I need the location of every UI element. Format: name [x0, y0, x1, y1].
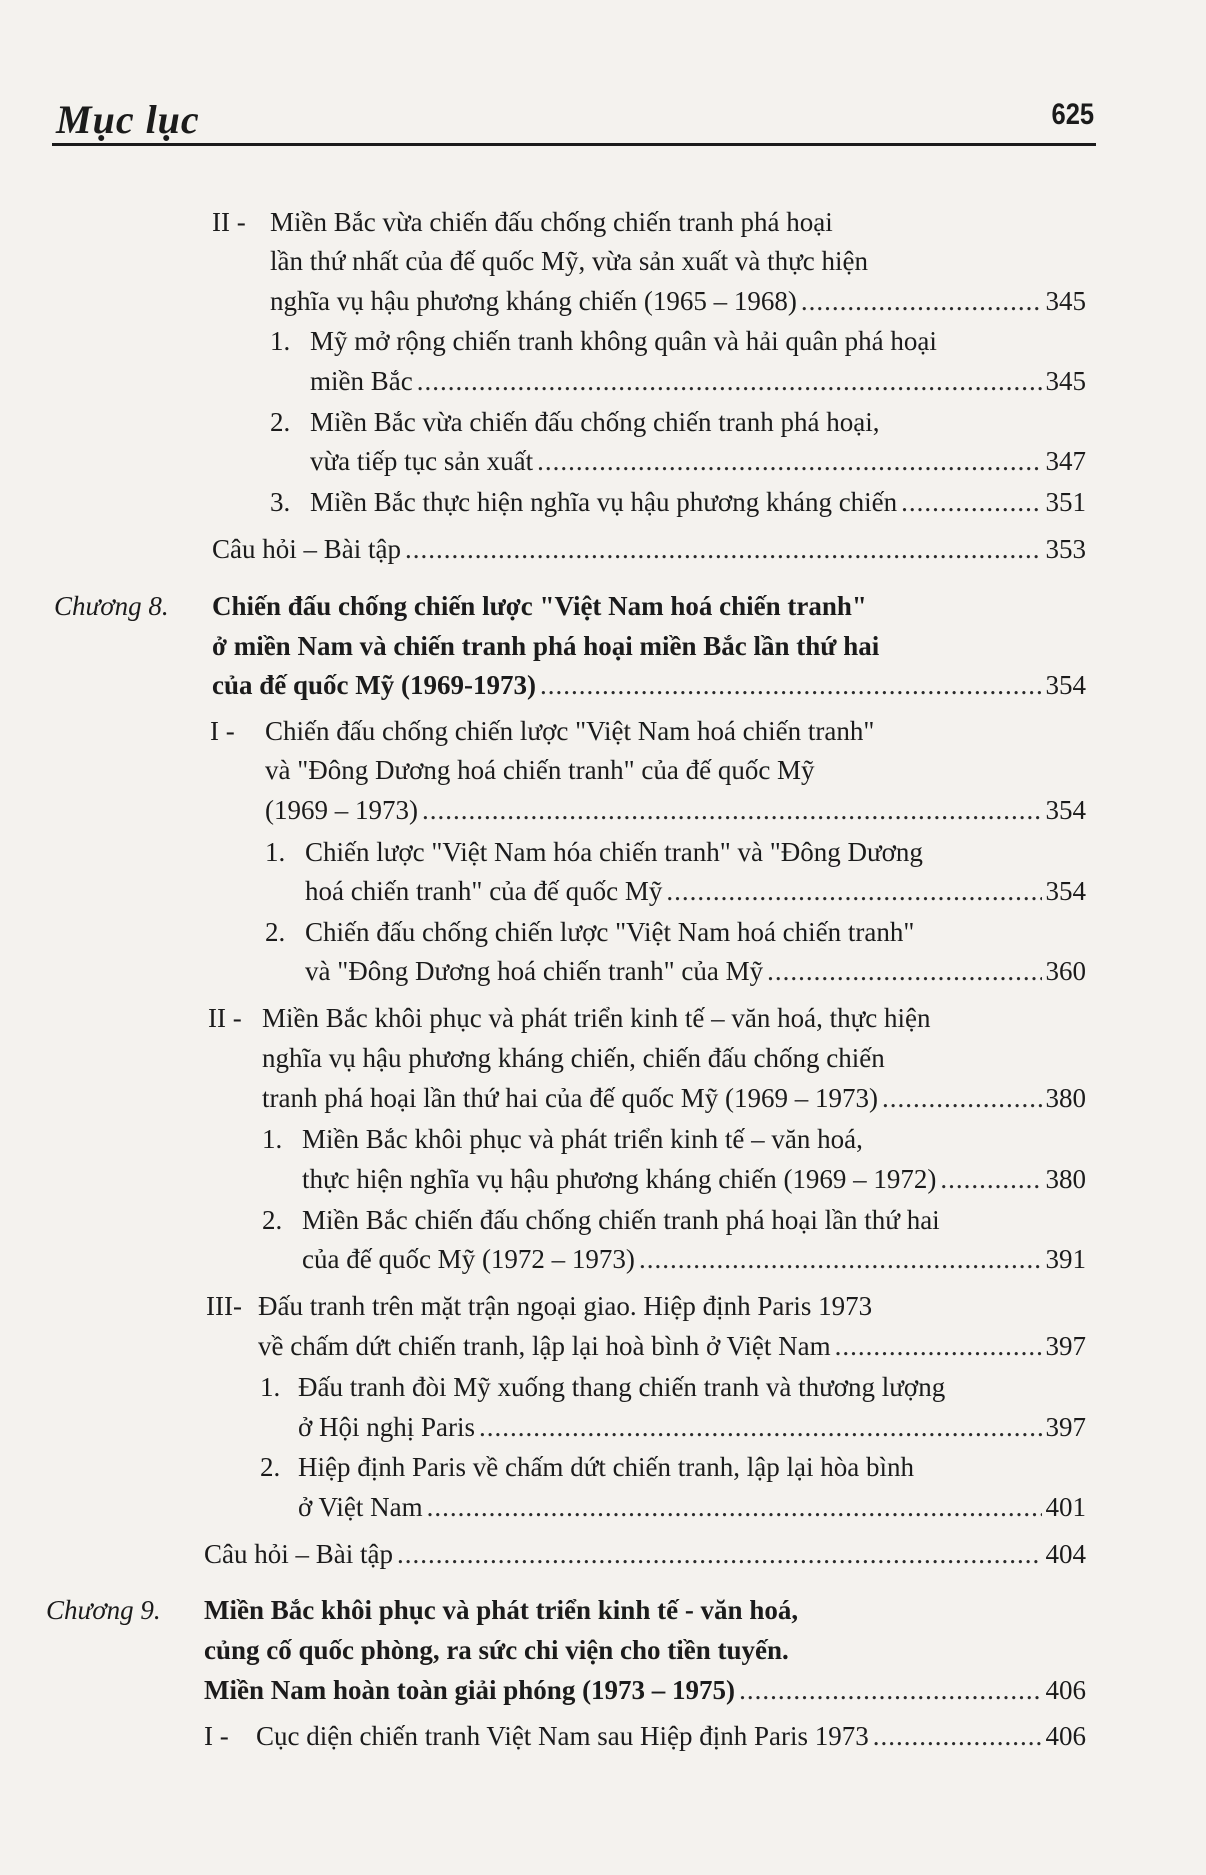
chapter-title-line: củng cố quốc phòng, ra sức chi viện cho tiền tuyến. [204, 1635, 789, 1665]
toc-entry-row[interactable] [270, 283, 1086, 319]
entry-label: 1. [265, 837, 286, 867]
dot-leader [397, 1536, 1042, 1572]
entry-title: về chấm dứt chiến tranh, lập lại hoà bình ở Việt Nam [258, 1331, 831, 1361]
entry-page: 406 [1045, 1721, 1086, 1751]
dot-leader [639, 1241, 1042, 1277]
chapter-title-line: Miền Bắc khôi phục và phát triển kinh tế - văn hoá, [204, 1595, 799, 1625]
dot-leader [940, 1161, 1041, 1197]
toc-entry-row[interactable] [256, 1718, 1086, 1754]
entry-page: 351 [1045, 487, 1086, 517]
entry-label: 1. [260, 1372, 281, 1402]
entry-title: Miền Nam hoàn toàn giải phóng (1973 – 1975) [204, 1675, 736, 1705]
entry-title: tranh phá hoại lần thứ hai của đế quốc Mỹ (1969 – 1973) [262, 1083, 878, 1113]
entry-title: Cục diện chiến tranh Việt Nam sau Hiệp định Paris 1973 [256, 1721, 869, 1751]
toc-entry-row[interactable] [258, 1328, 1086, 1364]
toc-entry-row[interactable] [204, 1672, 1086, 1708]
entry-label: I - [204, 1721, 229, 1751]
toc-entry-row[interactable] [298, 1489, 1086, 1525]
entry-line: Miền Bắc khôi phục và phát triển kinh tế – văn hoá, [302, 1124, 863, 1154]
dot-leader [422, 792, 1042, 828]
entry-title: Câu hỏi – Bài tập [204, 1539, 393, 1569]
entry-label: 3. [270, 487, 291, 517]
dot-leader [901, 484, 1041, 520]
entry-page: 354 [1045, 876, 1086, 906]
entry-page: 345 [1045, 366, 1086, 396]
dot-leader [835, 1328, 1042, 1364]
toc-entry-row[interactable] [305, 953, 1086, 989]
entry-page: 354 [1045, 670, 1086, 700]
entry-label: 2. [260, 1452, 281, 1482]
entry-title: (1969 – 1973) [265, 795, 418, 825]
toc-entry-row[interactable] [310, 484, 1086, 520]
entry-title: hoá chiến tranh" của đế quốc Mỹ [305, 876, 663, 906]
entry-page: 406 [1045, 1675, 1086, 1705]
entry-title: nghĩa vụ hậu phương kháng chiến (1965 – 1968) [270, 286, 797, 316]
entry-page: 353 [1045, 534, 1086, 564]
entry-label: 2. [270, 407, 291, 437]
entry-label: II - [208, 1003, 242, 1033]
dot-leader [537, 443, 1041, 479]
entry-line: Hiệp định Paris về chấm dứt chiến tranh, lập lại hòa bình [298, 1452, 914, 1482]
entry-label: I - [210, 716, 235, 746]
entry-label: III- [206, 1291, 242, 1321]
entry-page: 391 [1045, 1244, 1086, 1274]
entry-line: Miền Bắc chiến đấu chống chiến tranh phá hoại lần thứ hai [302, 1205, 940, 1235]
toc-entry-row[interactable] [204, 1536, 1086, 1572]
entry-title: ở Hội nghị Paris [298, 1412, 476, 1442]
entry-line: Chiến đấu chống chiến lược "Việt Nam hoá chiến tranh" [265, 716, 875, 746]
entry-title: vừa tiếp tục sản xuất [310, 446, 534, 476]
chapter-title-line: Chiến đấu chống chiến lược "Việt Nam hoá chiến tranh" [212, 591, 867, 621]
dot-leader [739, 1672, 1041, 1708]
entry-page: 380 [1045, 1083, 1086, 1113]
entry-label: 1. [270, 326, 291, 356]
entry-line: Chiến lược "Việt Nam hóa chiến tranh" và "Đông Dương [305, 837, 923, 867]
entry-page: 404 [1045, 1539, 1086, 1569]
toc-entry-row[interactable] [298, 1409, 1086, 1445]
toc-entry-row[interactable] [262, 1080, 1086, 1116]
entry-page: 347 [1045, 446, 1086, 476]
page-header [52, 92, 1096, 146]
toc-entry-row[interactable] [212, 531, 1086, 567]
entry-title: và "Đông Dương hoá chiến tranh" của Mỹ [305, 956, 764, 986]
entry-line: nghĩa vụ hậu phương kháng chiến, chiến đấu chống chiến [262, 1043, 885, 1073]
entry-label: 1. [262, 1124, 283, 1154]
dot-leader [801, 283, 1042, 319]
dot-leader [405, 531, 1042, 567]
dot-leader [873, 1718, 1042, 1754]
entry-page: 345 [1045, 286, 1086, 316]
entry-label: 2. [265, 917, 286, 947]
dot-leader [882, 1080, 1042, 1116]
dot-leader [767, 953, 1041, 989]
entry-line: Miền Bắc khôi phục và phát triển kinh tế – văn hoá, thực hiện [262, 1003, 931, 1033]
header-title: Mục lục [56, 97, 200, 142]
entry-title: ở Việt Nam [298, 1492, 423, 1522]
dot-leader [417, 363, 1042, 399]
entry-title: Miền Bắc thực hiện nghĩa vụ hậu phương kháng chiến [310, 487, 898, 517]
entry-page: 380 [1045, 1164, 1086, 1194]
entry-line: Miền Bắc vừa chiến đấu chống chiến tranh phá hoại [270, 207, 833, 237]
entry-label: II - [212, 207, 246, 237]
entry-label: 2. [262, 1205, 283, 1235]
header-page-number: 625 [1051, 98, 1094, 131]
toc-entry-row[interactable] [212, 667, 1086, 703]
entry-page: 360 [1045, 956, 1086, 986]
chapter-label: Chương 9. [46, 1595, 161, 1625]
entry-line: và "Đông Dương hoá chiến tranh" của đế quốc Mỹ [265, 755, 815, 785]
dot-leader [666, 873, 1041, 909]
entry-title: miền Bắc [310, 366, 413, 396]
entry-page: 397 [1045, 1331, 1086, 1361]
chapter-label: Chương 8. [54, 591, 169, 621]
entry-line: lần thứ nhất của đế quốc Mỹ, vừa sản xuất và thực hiện [270, 246, 868, 276]
dot-leader [540, 667, 1042, 703]
entry-line: Đấu tranh trên mặt trận ngoại giao. Hiệp định Paris 1973 [258, 1291, 873, 1321]
toc-entry-row[interactable] [310, 363, 1086, 399]
entry-line: Chiến đấu chống chiến lược "Việt Nam hoá chiến tranh" [305, 917, 915, 947]
entry-title: Câu hỏi – Bài tập [212, 534, 401, 564]
toc-entry-row[interactable] [265, 792, 1086, 828]
entry-line: Đấu tranh đòi Mỹ xuống thang chiến tranh và thương lượng [298, 1372, 946, 1402]
header-rule [52, 143, 1096, 146]
toc-entry-row[interactable] [302, 1241, 1086, 1277]
entry-title: của đế quốc Mỹ (1969-1973) [212, 670, 536, 700]
toc-entry-row[interactable] [302, 1161, 1086, 1197]
entry-page: 401 [1045, 1492, 1086, 1522]
entry-page: 354 [1045, 795, 1086, 825]
dot-leader [479, 1409, 1041, 1445]
toc-entry-row[interactable] [305, 873, 1086, 909]
entry-line: Mỹ mở rộng chiến tranh không quân và hải quân phá hoại [310, 326, 937, 356]
entry-page: 397 [1045, 1412, 1086, 1442]
entry-title: của đế quốc Mỹ (1972 – 1973) [302, 1244, 635, 1274]
chapter-title-line: ở miền Nam và chiến tranh phá hoại miền Bắc lần thứ hai [212, 631, 880, 661]
toc-entry-row[interactable] [310, 443, 1086, 479]
entry-title: thực hiện nghĩa vụ hậu phương kháng chiến (1969 – 1972) [302, 1164, 937, 1194]
entry-line: Miền Bắc vừa chiến đấu chống chiến tranh phá hoại, [310, 407, 880, 437]
dot-leader [427, 1489, 1042, 1525]
